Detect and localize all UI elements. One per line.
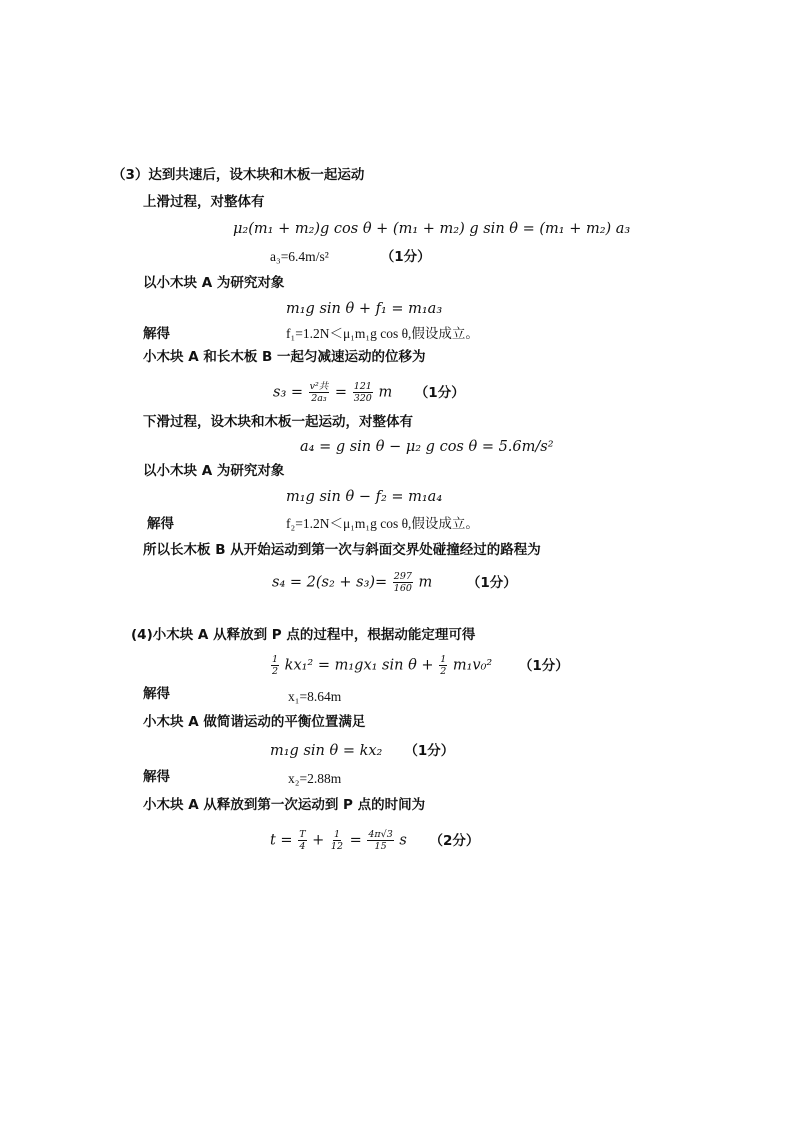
energy-frac2-den: 2 <box>440 666 447 677</box>
s4-line <box>272 571 517 594</box>
section4-heading: (4)小木块 A 从释放到 P 点的过程中，根据动能定理可得 <box>131 627 476 643</box>
s4-score: （1分） <box>466 574 517 591</box>
s3-line <box>273 381 465 404</box>
energy-mid: kx₁² = m₁gx₁ sin θ + <box>284 657 434 674</box>
s3-frac1 <box>309 381 330 404</box>
a3-score: （1分） <box>380 249 431 265</box>
s3-lhs: s₃ = <box>273 384 304 401</box>
t-score: （2分） <box>429 832 480 849</box>
path-intro: 所以长木板 B 从开始运动到第一次与斜面交界处碰撞经过的路程为 <box>143 542 541 558</box>
a3-value: a₃=6.4m/s² <box>270 249 329 264</box>
solve-label-3: 解得 <box>143 686 170 702</box>
eq-whole-up: μ₂(m₁ + m₂)g cos θ + (m₁ + m₂) g sin θ = (m₁ + m₂) a₃ <box>233 221 631 237</box>
study-A-1: 以小木块 A 为研究对象 <box>143 275 285 291</box>
energy-eq-line <box>270 654 569 677</box>
downslide-intro: 下滑过程，设木块和木板一起运动，对整体有 <box>143 414 413 430</box>
balance-line <box>270 742 454 760</box>
solve-label-4: 解得 <box>143 769 170 785</box>
t-frac2 <box>330 829 344 852</box>
s4-num: 297 <box>393 571 412 582</box>
x2-result: x₂=2.88m <box>288 771 342 786</box>
t-frac1 <box>298 829 306 852</box>
f1-result: f₁=1.2N＜μ₁m₁g cos θ,假设成立。 <box>286 326 479 341</box>
t-frac3-den: 15 <box>374 841 387 852</box>
s3-frac1-num: v²共 <box>309 381 329 392</box>
f2-result: f₂=1.2N＜μ₁m₁g cos θ,假设成立。 <box>286 516 479 531</box>
energy-score: （1分） <box>518 657 569 674</box>
s3-frac2-den: 320 <box>353 393 372 404</box>
t-unit: s <box>399 832 407 849</box>
s3-frac2-num: 121 <box>353 381 372 392</box>
t-frac3-num: 4π√3 <box>368 829 393 840</box>
s3-eq: = <box>334 384 348 401</box>
t-frac1-den: 4 <box>299 841 306 852</box>
disp-intro: 小木块 A 和长木板 B 一起匀减速运动的位移为 <box>143 349 426 365</box>
t-frac3 <box>367 829 393 852</box>
balance-score: （1分） <box>404 743 455 759</box>
t-frac2-den: 12 <box>330 841 344 852</box>
eq-A-up: m₁g sin θ + f₁ = m₁a₃ <box>286 301 443 317</box>
energy-frac1 <box>271 654 279 677</box>
energy-frac2 <box>439 654 447 677</box>
s4-unit: m <box>418 574 433 591</box>
eq-balance: m₁g sin θ = kx₂ <box>270 743 383 759</box>
s4-frac <box>393 571 413 594</box>
s3-score: （1分） <box>414 384 465 401</box>
eq-a4: a₄ = g sin θ − μ₂ g cos θ = 5.6m/s² <box>300 439 554 455</box>
t-lhs: t = <box>270 832 293 849</box>
s3-frac1-den: 2a₃ <box>311 393 327 404</box>
eq-pos-intro: 小木块 A 做简谐运动的平衡位置满足 <box>143 714 366 730</box>
s4-den: 160 <box>393 583 412 594</box>
time-intro: 小木块 A 从释放到第一次运动到 P 点的时间为 <box>143 797 426 813</box>
energy-frac1-num: 1 <box>272 654 279 665</box>
s4-lhs: s₄ = 2(s₂ + s₃)= <box>272 574 388 591</box>
t-frac2-num: 1 <box>333 829 340 840</box>
s3-unit: m <box>378 384 393 401</box>
t-frac1-num: T <box>299 829 306 840</box>
time-eq-line <box>270 829 479 852</box>
section3-heading: （3）达到共速后，设木块和木板一起运动 <box>112 167 365 183</box>
eq-A-down: m₁g sin θ − f₂ = m₁a₄ <box>286 489 443 505</box>
t-eq: = <box>349 832 362 849</box>
a3-line <box>270 248 431 266</box>
energy-frac2-num: 1 <box>440 654 447 665</box>
energy-frac1-den: 2 <box>272 666 279 677</box>
upslide-intro: 上滑过程，对整体有 <box>143 194 265 210</box>
solve-label-2: 解得 <box>147 516 174 532</box>
s3-frac2 <box>353 381 373 404</box>
x1-result: x₁=8.64m <box>288 689 342 704</box>
energy-end: m₁v₀² <box>452 657 493 674</box>
solve-label-1: 解得 <box>143 326 170 342</box>
t-plus: + <box>312 832 325 849</box>
study-A-2: 以小木块 A 为研究对象 <box>143 463 285 479</box>
